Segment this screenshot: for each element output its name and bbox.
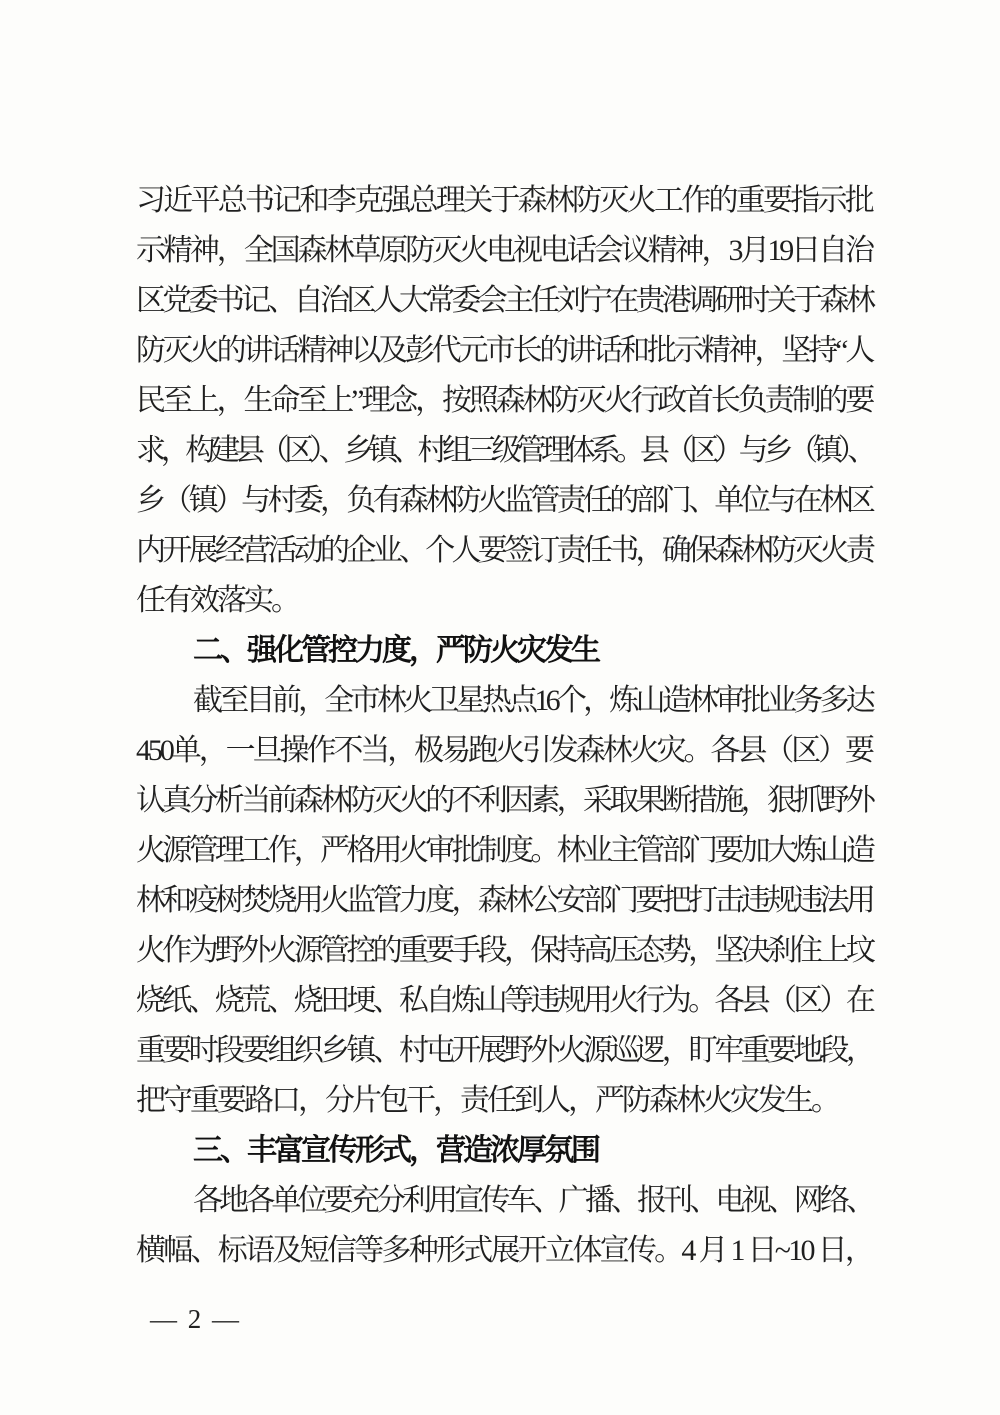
body-text-line: 450单，一旦操作不当，极易跑火引发森林火灾。各县（区）要 xyxy=(136,734,872,767)
paragraph-first-line: 各地各单位要充分利用宣传车、广播、报刊、电视、网络、 xyxy=(193,1184,873,1217)
body-text-line: 民至上，生命至上”理念，按照森林防灭火行政首长负责制的要 xyxy=(136,384,873,417)
body-text-line: 求，构建县（区）、乡镇、村组三级管理体系。县（区）与乡（镇）、 xyxy=(136,434,873,467)
body-text-line: 火作为野外火源管控的重要手段，保持高压态势，坚决刹住上坟 xyxy=(136,934,873,967)
body-text-line: 横幅、标语及短信等多种形式展开立体宣传。4 月 1 日~10 日， xyxy=(136,1234,873,1267)
body-text-line: 烧纸、烧荒、烧田埂、私自炼山等违规用火行为。各县（区）在 xyxy=(136,984,873,1017)
page-number: — 2 — xyxy=(150,1304,241,1334)
body-text-line: 乡（镇）与村委，负有森林防火监管责任的部门、单位与在林区 xyxy=(136,484,873,517)
paragraph-end-line: 任有效落实。 xyxy=(136,584,298,617)
body-text-line: 重要时段要组织乡镇、村屯开展野外火源巡逻，盯牢重要地段， xyxy=(136,1034,873,1067)
paragraph-end-line: 把守重要路口，分片包干，责任到人，严防森林火灾发生。 xyxy=(136,1084,838,1117)
body-text-line: 林和疫树焚烧用火监管力度，森林公安部门要把打击违规违法用 xyxy=(136,884,873,917)
section-heading-3: 三、丰富宣传形式，营造浓厚氛围 xyxy=(193,1134,598,1167)
body-text-line: 火源管理工作，严格用火审批制度。林业主管部门要加大炼山造 xyxy=(136,834,873,867)
body-text-line: 习近平总书记和李克强总理关于森林防灭火工作的重要指示批 xyxy=(136,184,873,217)
body-text-line: 内开展经营活动的企业、个人要签订责任书，确保森林防灭火责 xyxy=(136,534,873,567)
section-heading-2: 二、强化管控力度，严防火灾发生 xyxy=(193,634,598,667)
body-text-line: 示精神，全国森林草原防灭火电视电话会议精神，3月19日自治 xyxy=(136,234,872,267)
body-text-line: 区党委书记、自治区人大常委会主任刘宁在贵港调研时关于森林 xyxy=(136,284,873,317)
paragraph-first-line: 截至目前，全市林火卫星热点16个，炼山造林审批业务多达 xyxy=(193,684,873,717)
document-body xyxy=(136,176,872,1276)
body-text-line: 认真分析当前森林防灭火的不利因素，采取果断措施，狠抓野外 xyxy=(136,784,873,817)
body-text-line: 防灭火的讲话精神以及彭代元市长的讲话和批示精神，坚持“人 xyxy=(136,334,873,367)
